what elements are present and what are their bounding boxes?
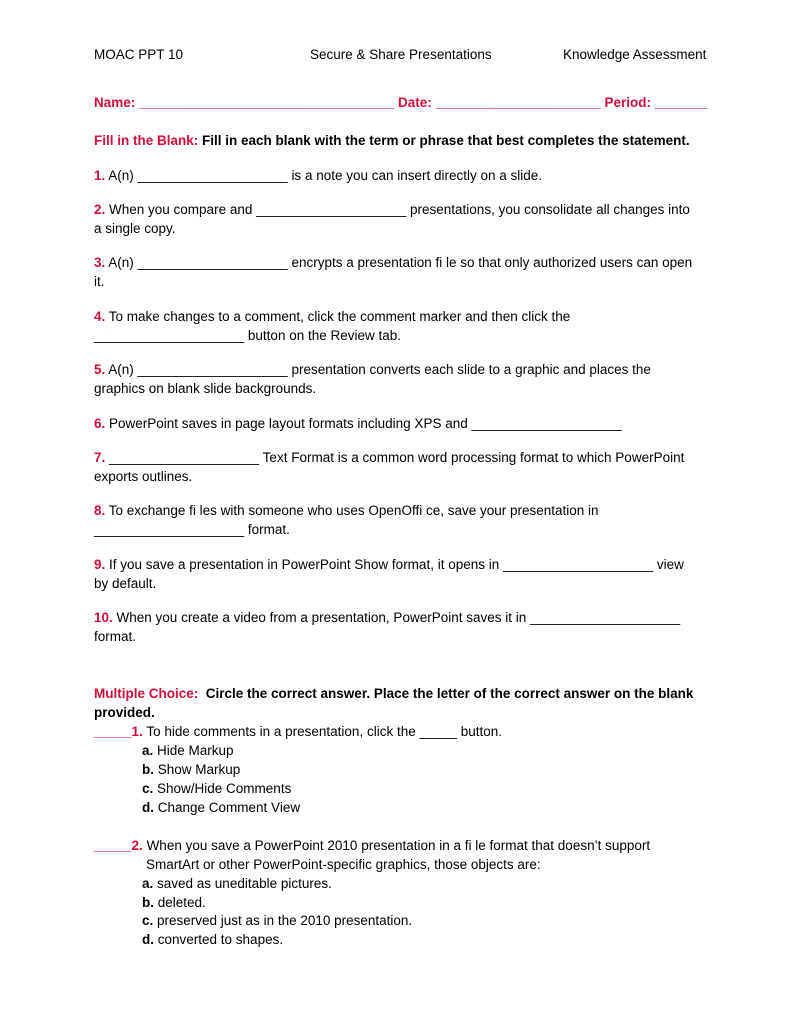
mc-option-b bbox=[142, 760, 240, 779]
name-blank[interactable]: __________________________________ bbox=[135, 95, 399, 110]
page-header bbox=[94, 47, 734, 65]
fill-question-7 bbox=[94, 448, 684, 467]
mc-heading-cont: provided. bbox=[94, 705, 155, 720]
fill-question-8 bbox=[94, 501, 599, 520]
option-text: Change Comment View bbox=[154, 800, 301, 815]
question-number: 7. bbox=[94, 450, 106, 465]
option-letter: a. bbox=[142, 876, 154, 891]
mc-option-a bbox=[142, 741, 234, 760]
header-topic: Secure & Share Presentations bbox=[310, 47, 492, 62]
mc-question-2-cont: SmartArt or other PowerPoint-specific graphics, those objects are: bbox=[146, 857, 541, 872]
question-number: 8. bbox=[94, 503, 106, 518]
mc-option-d bbox=[142, 798, 300, 817]
option-letter: d. bbox=[142, 800, 154, 815]
header-assessment: Knowledge Assessment bbox=[563, 47, 707, 62]
question-text: A(n) ____________________ encrypts a presentation fi le so that only authorized users can open bbox=[105, 255, 693, 270]
fill-question-5-cont: graphics on blank slide backgrounds. bbox=[94, 381, 317, 396]
question-text: If you save a presentation in PowerPoint Show format, it opens in ____________________ view bbox=[105, 557, 684, 572]
mc-heading bbox=[94, 684, 693, 703]
mc-question-1 bbox=[94, 722, 502, 741]
option-letter: b. bbox=[142, 895, 154, 910]
fill-question-6 bbox=[94, 414, 622, 433]
answer-blank[interactable]: _____ bbox=[94, 724, 132, 739]
question-number: 5. bbox=[94, 362, 106, 377]
mc-option-c bbox=[142, 911, 412, 930]
option-letter: c. bbox=[142, 781, 154, 796]
question-number: 1. bbox=[131, 724, 143, 739]
question-text: PowerPoint saves in page layout formats including XPS and ____________________ bbox=[105, 416, 622, 431]
fill-question-7-cont: exports outlines. bbox=[94, 469, 193, 484]
mc-option-a bbox=[142, 874, 332, 893]
period-blank[interactable]: _______ bbox=[651, 95, 708, 110]
name-label: Name: bbox=[94, 95, 136, 110]
mc-option-d bbox=[142, 930, 283, 949]
question-text: To hide comments in a presentation, click the _____ button. bbox=[142, 724, 503, 739]
fill-question-1 bbox=[94, 166, 542, 185]
option-letter: c. bbox=[142, 913, 154, 928]
fill-question-9-cont: by default. bbox=[94, 576, 157, 591]
question-number: 1. bbox=[94, 168, 106, 183]
option-text: saved as uneditable pictures. bbox=[153, 876, 332, 891]
question-number: 9. bbox=[94, 557, 106, 572]
option-text: deleted. bbox=[154, 895, 206, 910]
fill-question-5 bbox=[94, 360, 651, 379]
question-number: 6. bbox=[94, 416, 106, 431]
header-course: MOAC PPT 10 bbox=[94, 47, 184, 62]
option-text: Hide Markup bbox=[153, 743, 234, 758]
fill-question-3-cont: it. bbox=[94, 274, 105, 289]
option-letter: d. bbox=[142, 932, 154, 947]
option-letter: b. bbox=[142, 762, 154, 777]
question-text: When you create a video from a presentation, PowerPoint saves it in ____________________ bbox=[112, 610, 681, 625]
question-text: When you save a PowerPoint 2010 presentation in a fi le format that doesn’t support bbox=[142, 838, 651, 853]
answer-blank[interactable]: _____ bbox=[94, 838, 132, 853]
date-blank[interactable]: ______________________ bbox=[431, 95, 605, 110]
fill-in-heading bbox=[94, 131, 690, 150]
fill-question-4 bbox=[94, 307, 570, 326]
section-title: Multiple Choice: bbox=[94, 686, 199, 701]
section-title: Fill in the Blank: bbox=[94, 133, 199, 148]
question-text: A(n) ____________________ is a note you can insert directly on a slide. bbox=[105, 168, 543, 183]
section-instruction: Circle the correct answer. Place the letter of the correct answer on the blank bbox=[198, 686, 694, 701]
question-text: To make changes to a comment, click the comment marker and then click the bbox=[105, 309, 571, 324]
period-label: Period: bbox=[604, 95, 652, 110]
fill-question-10-cont: format. bbox=[94, 629, 137, 644]
fill-question-4-cont: ____________________ button on the Review tab. bbox=[94, 328, 402, 343]
fill-question-8-cont: ____________________ format. bbox=[94, 522, 290, 537]
question-text: ____________________ Text Format is a common word processing format to which PowerPoint bbox=[105, 450, 685, 465]
question-number: 4. bbox=[94, 309, 106, 324]
fill-question-9 bbox=[94, 555, 684, 574]
question-text: To exchange fi les with someone who uses OpenOffi ce, save your presentation in bbox=[105, 503, 599, 518]
option-text: preserved just as in the 2010 presentation. bbox=[153, 913, 413, 928]
question-text: A(n) ____________________ presentation converts each slide to a graphic and places the bbox=[105, 362, 651, 377]
fill-question-10 bbox=[94, 608, 680, 627]
fill-question-2 bbox=[94, 200, 690, 219]
option-text: converted to shapes. bbox=[154, 932, 284, 947]
question-number: 2. bbox=[94, 202, 106, 217]
mc-option-c bbox=[142, 779, 291, 798]
section-instruction: Fill in each blank with the term or phrase that best completes the statement. bbox=[198, 133, 690, 148]
option-letter: a. bbox=[142, 743, 154, 758]
option-text: Show Markup bbox=[154, 762, 241, 777]
question-number: 10. bbox=[94, 610, 113, 625]
question-number: 3. bbox=[94, 255, 106, 270]
name-row bbox=[94, 93, 707, 112]
question-text: When you compare and ____________________ presentations, you consolidate all changes into bbox=[105, 202, 690, 217]
mc-question-2 bbox=[94, 836, 650, 855]
option-text: Show/Hide Comments bbox=[153, 781, 292, 796]
mc-option-b bbox=[142, 893, 206, 912]
fill-question-2-cont: a single copy. bbox=[94, 221, 176, 236]
date-label: Date: bbox=[398, 95, 432, 110]
question-number: 2. bbox=[131, 838, 143, 853]
fill-question-3 bbox=[94, 253, 692, 272]
